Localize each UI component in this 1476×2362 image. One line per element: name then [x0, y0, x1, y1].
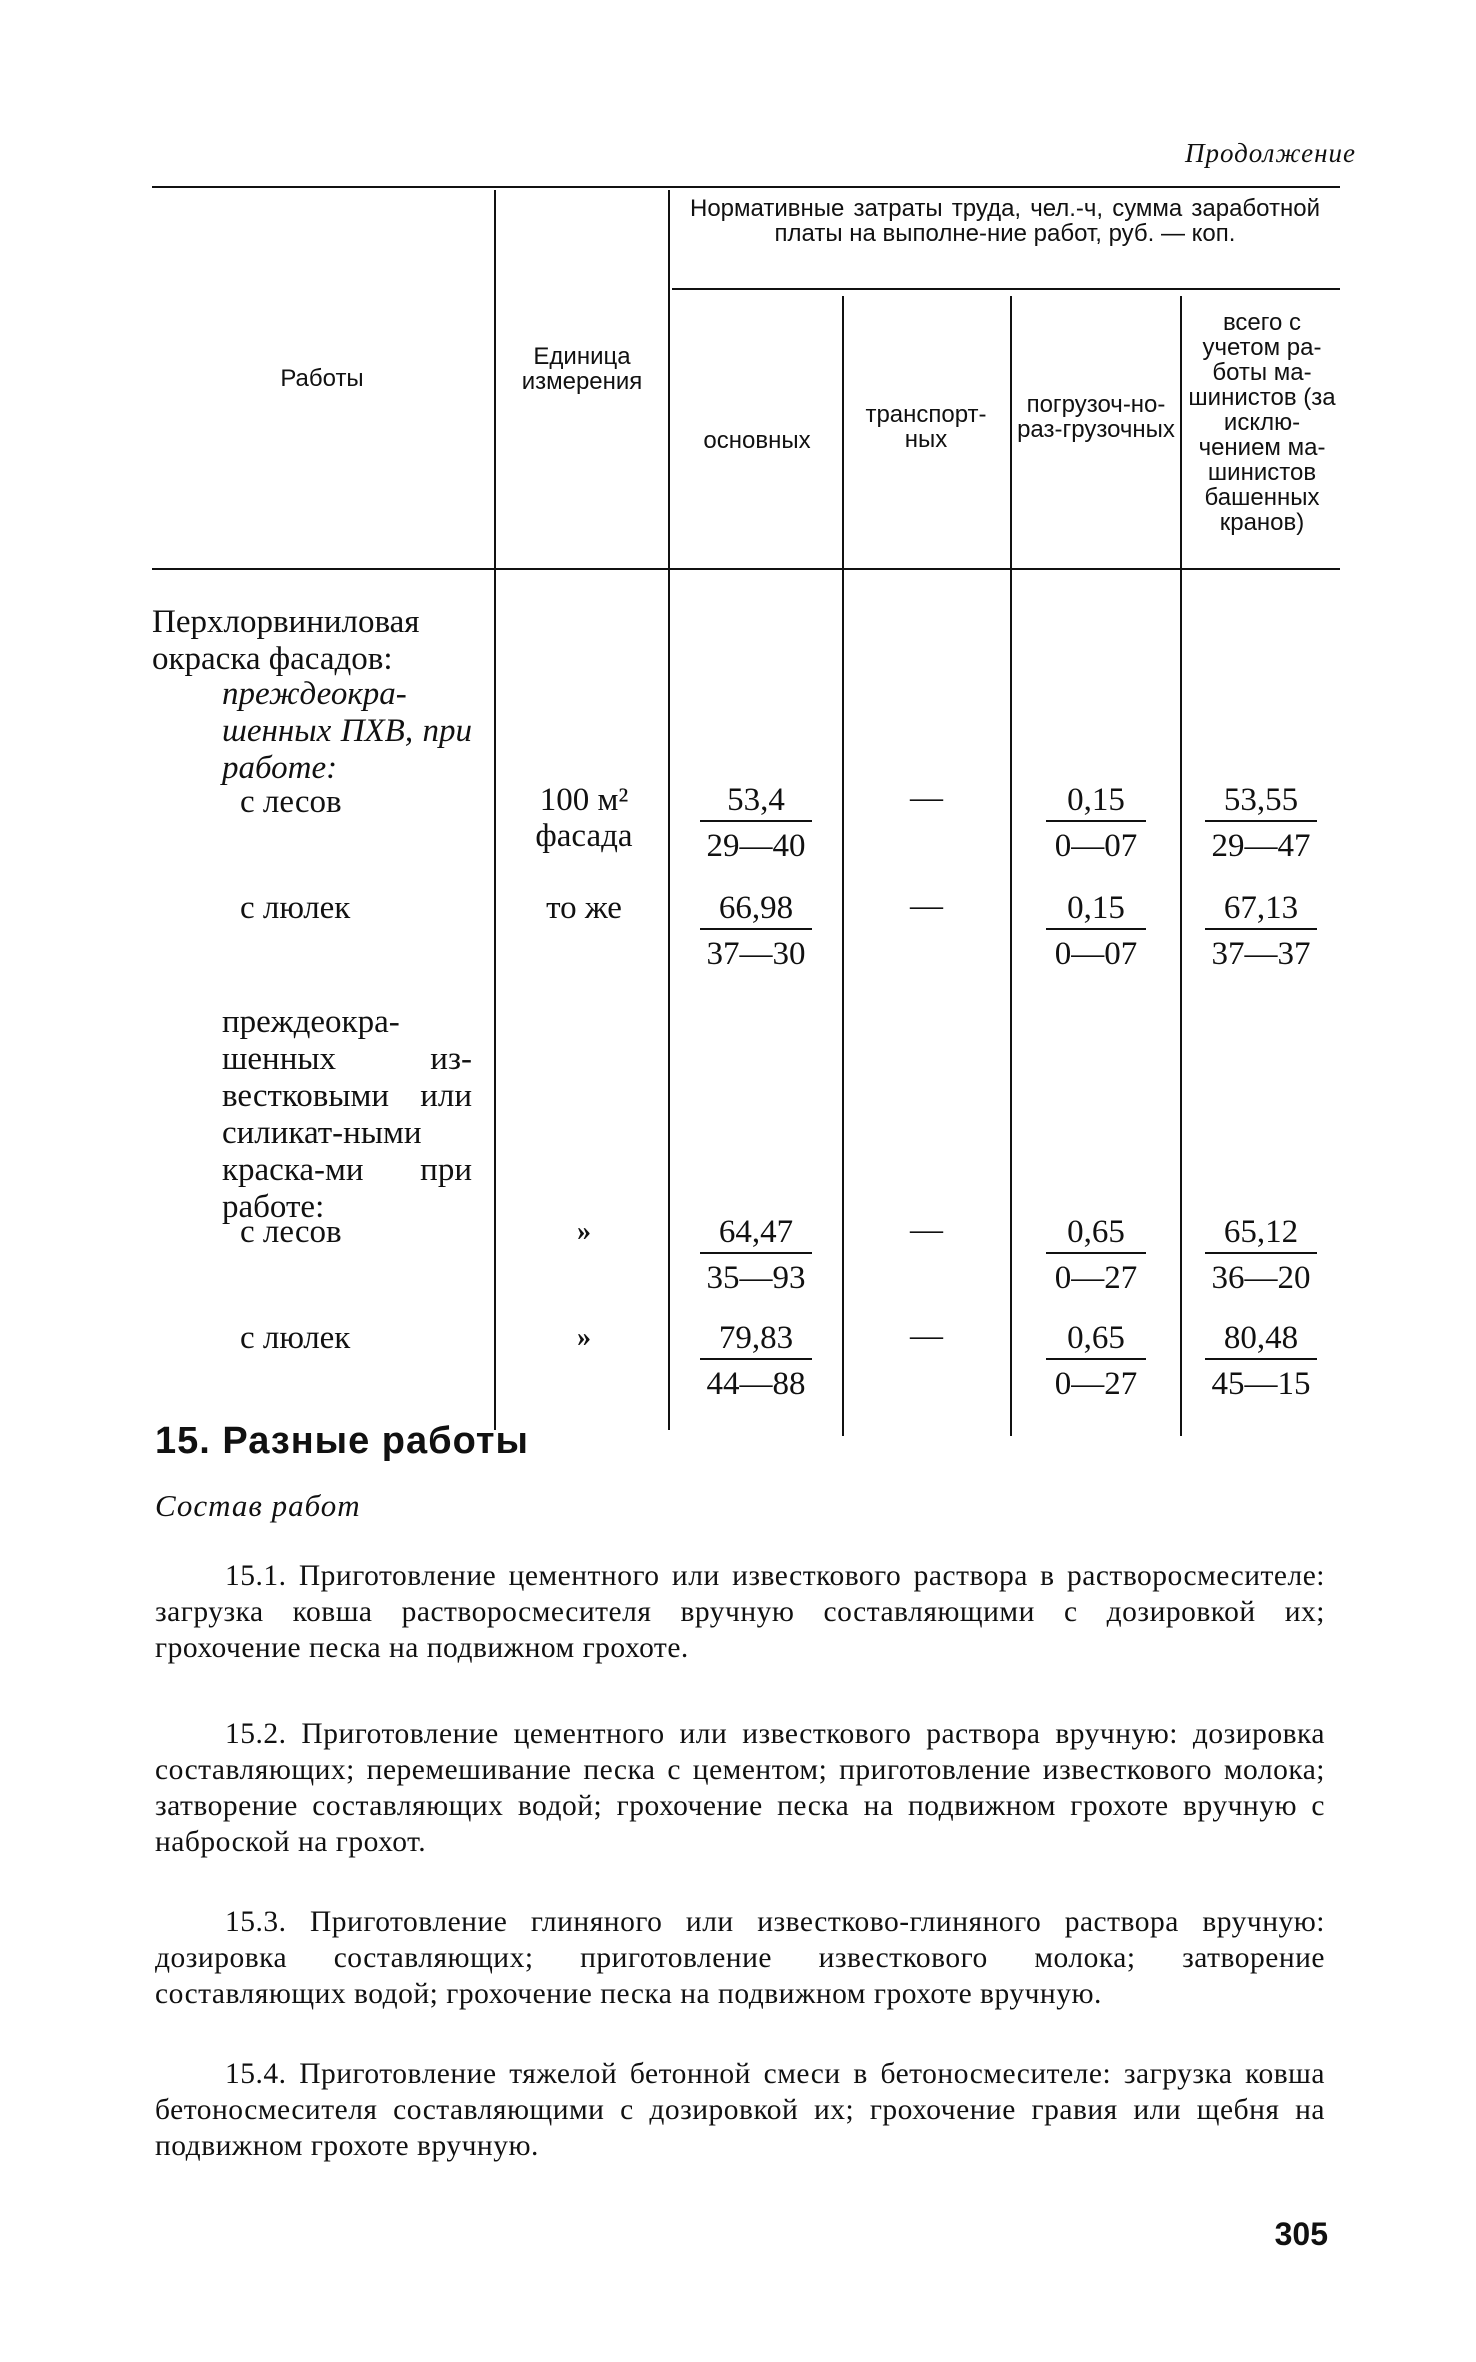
header-main: основных: [703, 427, 811, 454]
col-rule-3: [842, 296, 844, 1436]
value-main-pay: 44—88: [706, 1366, 806, 1402]
row-unit: »: [577, 1322, 591, 1353]
value-loading-hours: 0,15: [1067, 890, 1125, 926]
table-top-rule: [152, 186, 1340, 188]
col-rule-5: [1180, 296, 1182, 1436]
value-main-hours: 79,83: [718, 1320, 794, 1356]
continuation-label: Продолжение: [1184, 138, 1356, 168]
group-subtitle: преждеокра-шенных из-вестковыми или силикат-ными краска-ми при работе:: [222, 1004, 472, 1225]
value-loading: [1016, 1318, 1176, 1404]
section-subtitle: Состав работ: [155, 1488, 361, 1523]
value-transport: —: [910, 888, 943, 924]
value-main-pay: 29—40: [706, 828, 806, 864]
value-loading-pay: 0—07: [1054, 828, 1138, 864]
value-total-hours: 53,55: [1223, 782, 1299, 818]
value-main: [676, 888, 836, 974]
row-name: с люлек: [240, 890, 351, 926]
value-main: [676, 1318, 836, 1404]
row-name: с лесов: [240, 784, 342, 820]
value-main-pay: 37—30: [706, 936, 806, 972]
value-loading: [1016, 1212, 1176, 1298]
paragraph: 15.2. Приготовление цементного или известкового раствора вручную: дозировка составляющих; перемешивание песка с цементом; приготовление известкового молока; затворение составляющих водой; грохочение песка на подвижном грохоте вручную с наброской на грохот.: [155, 1718, 1325, 1858]
value-total-hours: 67,13: [1223, 890, 1299, 926]
value-total: [1186, 780, 1336, 866]
value-loading-pay: 0—27: [1054, 1260, 1138, 1296]
col-rule-1: [494, 190, 496, 1430]
header-unit: Единица измерения: [521, 343, 643, 395]
value-total-hours: 80,48: [1223, 1320, 1299, 1356]
header-total: всего с учетом ра-боты ма-шинистов (за исклю-чением ма-шинистов башенных кранов): [1188, 309, 1336, 536]
header-labor-group: Нормативные затраты труда, чел.-ч, сумма заработной платы на выполне-ние работ, руб. — коп.: [690, 195, 1320, 247]
paragraph: 15.4. Приготовление тяжелой бетонной смеси в бетоносмесителе: загрузка ковша бетоносмесителя составляющими с дозировкой их; грохочение гравия или щебня на подвижном грохоте вручную.: [155, 2058, 1325, 2162]
value-main: [676, 780, 836, 866]
value-loading-hours: 0,65: [1067, 1214, 1125, 1250]
value-loading-pay: 0—07: [1054, 936, 1138, 972]
value-loading-pay: 0—27: [1054, 1366, 1138, 1402]
value-total: [1186, 1318, 1336, 1404]
row-unit: то же: [546, 890, 622, 926]
row-name: с люлек: [240, 1320, 351, 1356]
value-total-pay: 45—15: [1211, 1366, 1311, 1402]
table-header-bottom-rule: [152, 568, 1340, 570]
value-transport: —: [910, 780, 943, 816]
page-number: 305: [1274, 2216, 1328, 2252]
header-loading: погрузоч-но-раз-грузочных: [1017, 391, 1175, 443]
value-loading: [1016, 888, 1176, 974]
value-transport: —: [910, 1318, 943, 1354]
header-transport: транспорт-ных: [865, 401, 987, 453]
value-total-hours: 65,12: [1223, 1214, 1299, 1250]
value-main-hours: 53,4: [727, 782, 785, 818]
value-main: [676, 1212, 836, 1298]
table-group-rule: [672, 288, 1340, 290]
value-total: [1186, 888, 1336, 974]
value-total: [1186, 1212, 1336, 1298]
value-total-pay: 37—37: [1211, 936, 1311, 972]
value-total-pay: 29—47: [1211, 828, 1311, 864]
group-subtitle: преждеокра-шенных ПХВ, при работе:: [222, 676, 472, 786]
row-unit: »: [577, 1216, 591, 1247]
paragraph: 15.1. Приготовление цементного или известкового раствора в растворосмесителе: загрузка ковша растворосмесителя вручную составляющими с дозировкой их; грохочение песка на подвижном грохоте.: [155, 1560, 1325, 1664]
value-total-pay: 36—20: [1211, 1260, 1311, 1296]
value-main-pay: 35—93: [706, 1260, 806, 1296]
col-rule-2: [668, 190, 670, 1430]
value-loading: [1016, 780, 1176, 866]
value-loading-hours: 0,65: [1067, 1320, 1125, 1356]
value-main-hours: 64,47: [718, 1214, 794, 1250]
col-rule-4: [1010, 296, 1012, 1436]
group-title: Перхлорвиниловая окраска фасадов:: [152, 604, 420, 677]
paragraph: 15.3. Приготовление глиняного или известково-глиняного раствора вручную: дозировка составляющих; приготовление известкового молока; затворение составляющих водой; грохочение песка на подвижном грохоте вручную.: [155, 1906, 1325, 2010]
header-works: Работы: [280, 365, 364, 392]
value-transport: —: [910, 1212, 943, 1248]
row-unit: 100 м² фасада: [535, 782, 633, 854]
value-loading-hours: 0,15: [1067, 782, 1125, 818]
section-title: 15. Разные работы: [155, 1420, 529, 1462]
value-main-hours: 66,98: [718, 890, 794, 926]
row-name: с лесов: [240, 1214, 342, 1250]
